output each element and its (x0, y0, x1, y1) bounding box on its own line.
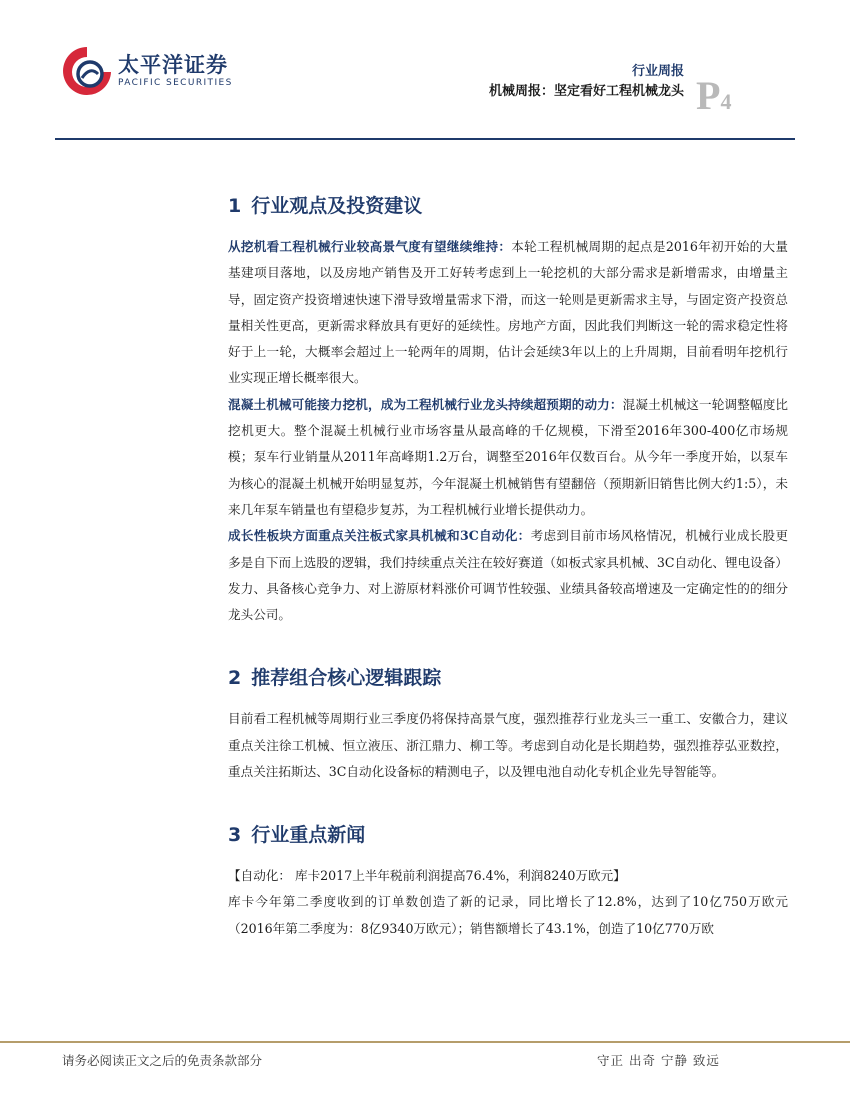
paragraph: 库卡今年第二季度收到的订单数创造了新的记录，同比增长了12.8%，达到了10亿750万欧元（2016年第二季度为：8亿9340万欧元）；销售额增长了43.1%，创造了10亿770万欧 (228, 894, 788, 936)
section-number: 3 (228, 824, 242, 847)
section-title: 推荐组合核心逻辑跟踪 (251, 667, 442, 690)
report-body (228, 186, 788, 942)
paragraph-text: 考虑到目前市场风格情况，机械行业成长股更多是自下而上选股的逻辑，我们持续重点关注在较好赛道（如板式家具机械、3C自动化、锂电设备）发力、具备核心竞争力、对上游原材料涨价可调节性较强、业绩具备较高增速及一定确定性的的细分龙头公司。 (228, 528, 789, 623)
paragraph-lead: 混凝土机械可能接力挖机，成为工程机械行业龙头持续超预期的动力： (228, 396, 623, 412)
section-heading-3 (228, 815, 788, 855)
paragraph (228, 234, 788, 392)
paragraph (228, 523, 788, 628)
paragraph-text: 本轮工程机械周期的起点是2016年初开始的大量基建项目落地，以及房地产销售及开工好转考虑到上一轮挖机的大部分需求是新增需求，由增量主导，固定资产投资增速快速下滑导致增量需求下滑，而这一轮则是更新需求主导，与固定资产投资总量相关性更高，更新需求释放具有更好的延续性。房地产方面，因此我们判断这一轮的需求稳定性将好于上一轮，大概率会超过上一轮两年的周期，估计会延续3年以上的上升周期，目前看明年挖机行业实现正增长概率很大。 (228, 239, 789, 386)
news-headline: 【自动化： 库卡2017上半年税前利润提高76.4%，利润8240万欧元】 (228, 868, 626, 884)
section-2-body (228, 706, 788, 785)
header-divider (55, 138, 795, 140)
brand-name-cn: 太平洋证券 (118, 53, 228, 77)
footer-motto: 守正 出奇 宁静 致远 (597, 1053, 720, 1068)
company-logo (60, 44, 233, 100)
paragraph (228, 392, 788, 523)
section-number: 1 (228, 195, 242, 217)
paragraph-lead: 成长性板块方面重点关注板式家具机械和3C自动化： (228, 528, 531, 544)
page-number (696, 72, 731, 119)
section-heading-1 (228, 186, 788, 226)
brand-name-en: PACIFIC SECURITIES (118, 78, 233, 88)
page-letter: P (696, 73, 721, 118)
section-title: 行业观点及投资建议 (251, 195, 423, 217)
paragraph-text: 混凝土机械这一轮调整幅度比挖机更大。整个混凝土机械行业市场容量从最高峰的千亿规模，下滑至2016年300-400亿市场规模；泵车行业销量从2011年高峰期1.2万台，调整至2016年仅数百台。从今年一季度开始，以泵车为核心的混凝土机械开始明显复苏，今年混凝土机械销售有望翻倍（预期新旧销售比例大约1:5），未来几年泵车销量也有望稳步复苏，为工程机械行业增长提供动力。 (228, 396, 789, 517)
logo-mark-icon (60, 44, 114, 100)
report-title: 机械周报：坚定看好工程机械龙头 (488, 84, 684, 99)
report-type: 行业周报 (631, 64, 684, 79)
section-number: 2 (228, 667, 242, 690)
paragraph: 目前看工程机械等周期行业三季度仍将保持高景气度，强烈推荐行业龙头三一重工、安徽合力，建议重点关注徐工机械、恒立液压、浙江鼎力、柳工等。考虑到自动化是长期趋势，强烈推荐弘亚数控，重点关注拓斯达、3C自动化设备标的精测电子，以及锂电池自动化专机企业先导智能等。 (228, 711, 788, 780)
page-digit: 4 (720, 89, 732, 114)
footer-disclaimer: 请务必阅读正文之后的免责条款部分 (62, 1053, 263, 1068)
paragraph-lead: 从挖机看工程机械行业较高景气度有望继续维持： (228, 239, 512, 254)
section-heading-2 (228, 658, 788, 698)
section-1-body (228, 234, 788, 628)
section-title: 行业重点新闻 (251, 824, 366, 847)
footer-divider (0, 1041, 850, 1043)
